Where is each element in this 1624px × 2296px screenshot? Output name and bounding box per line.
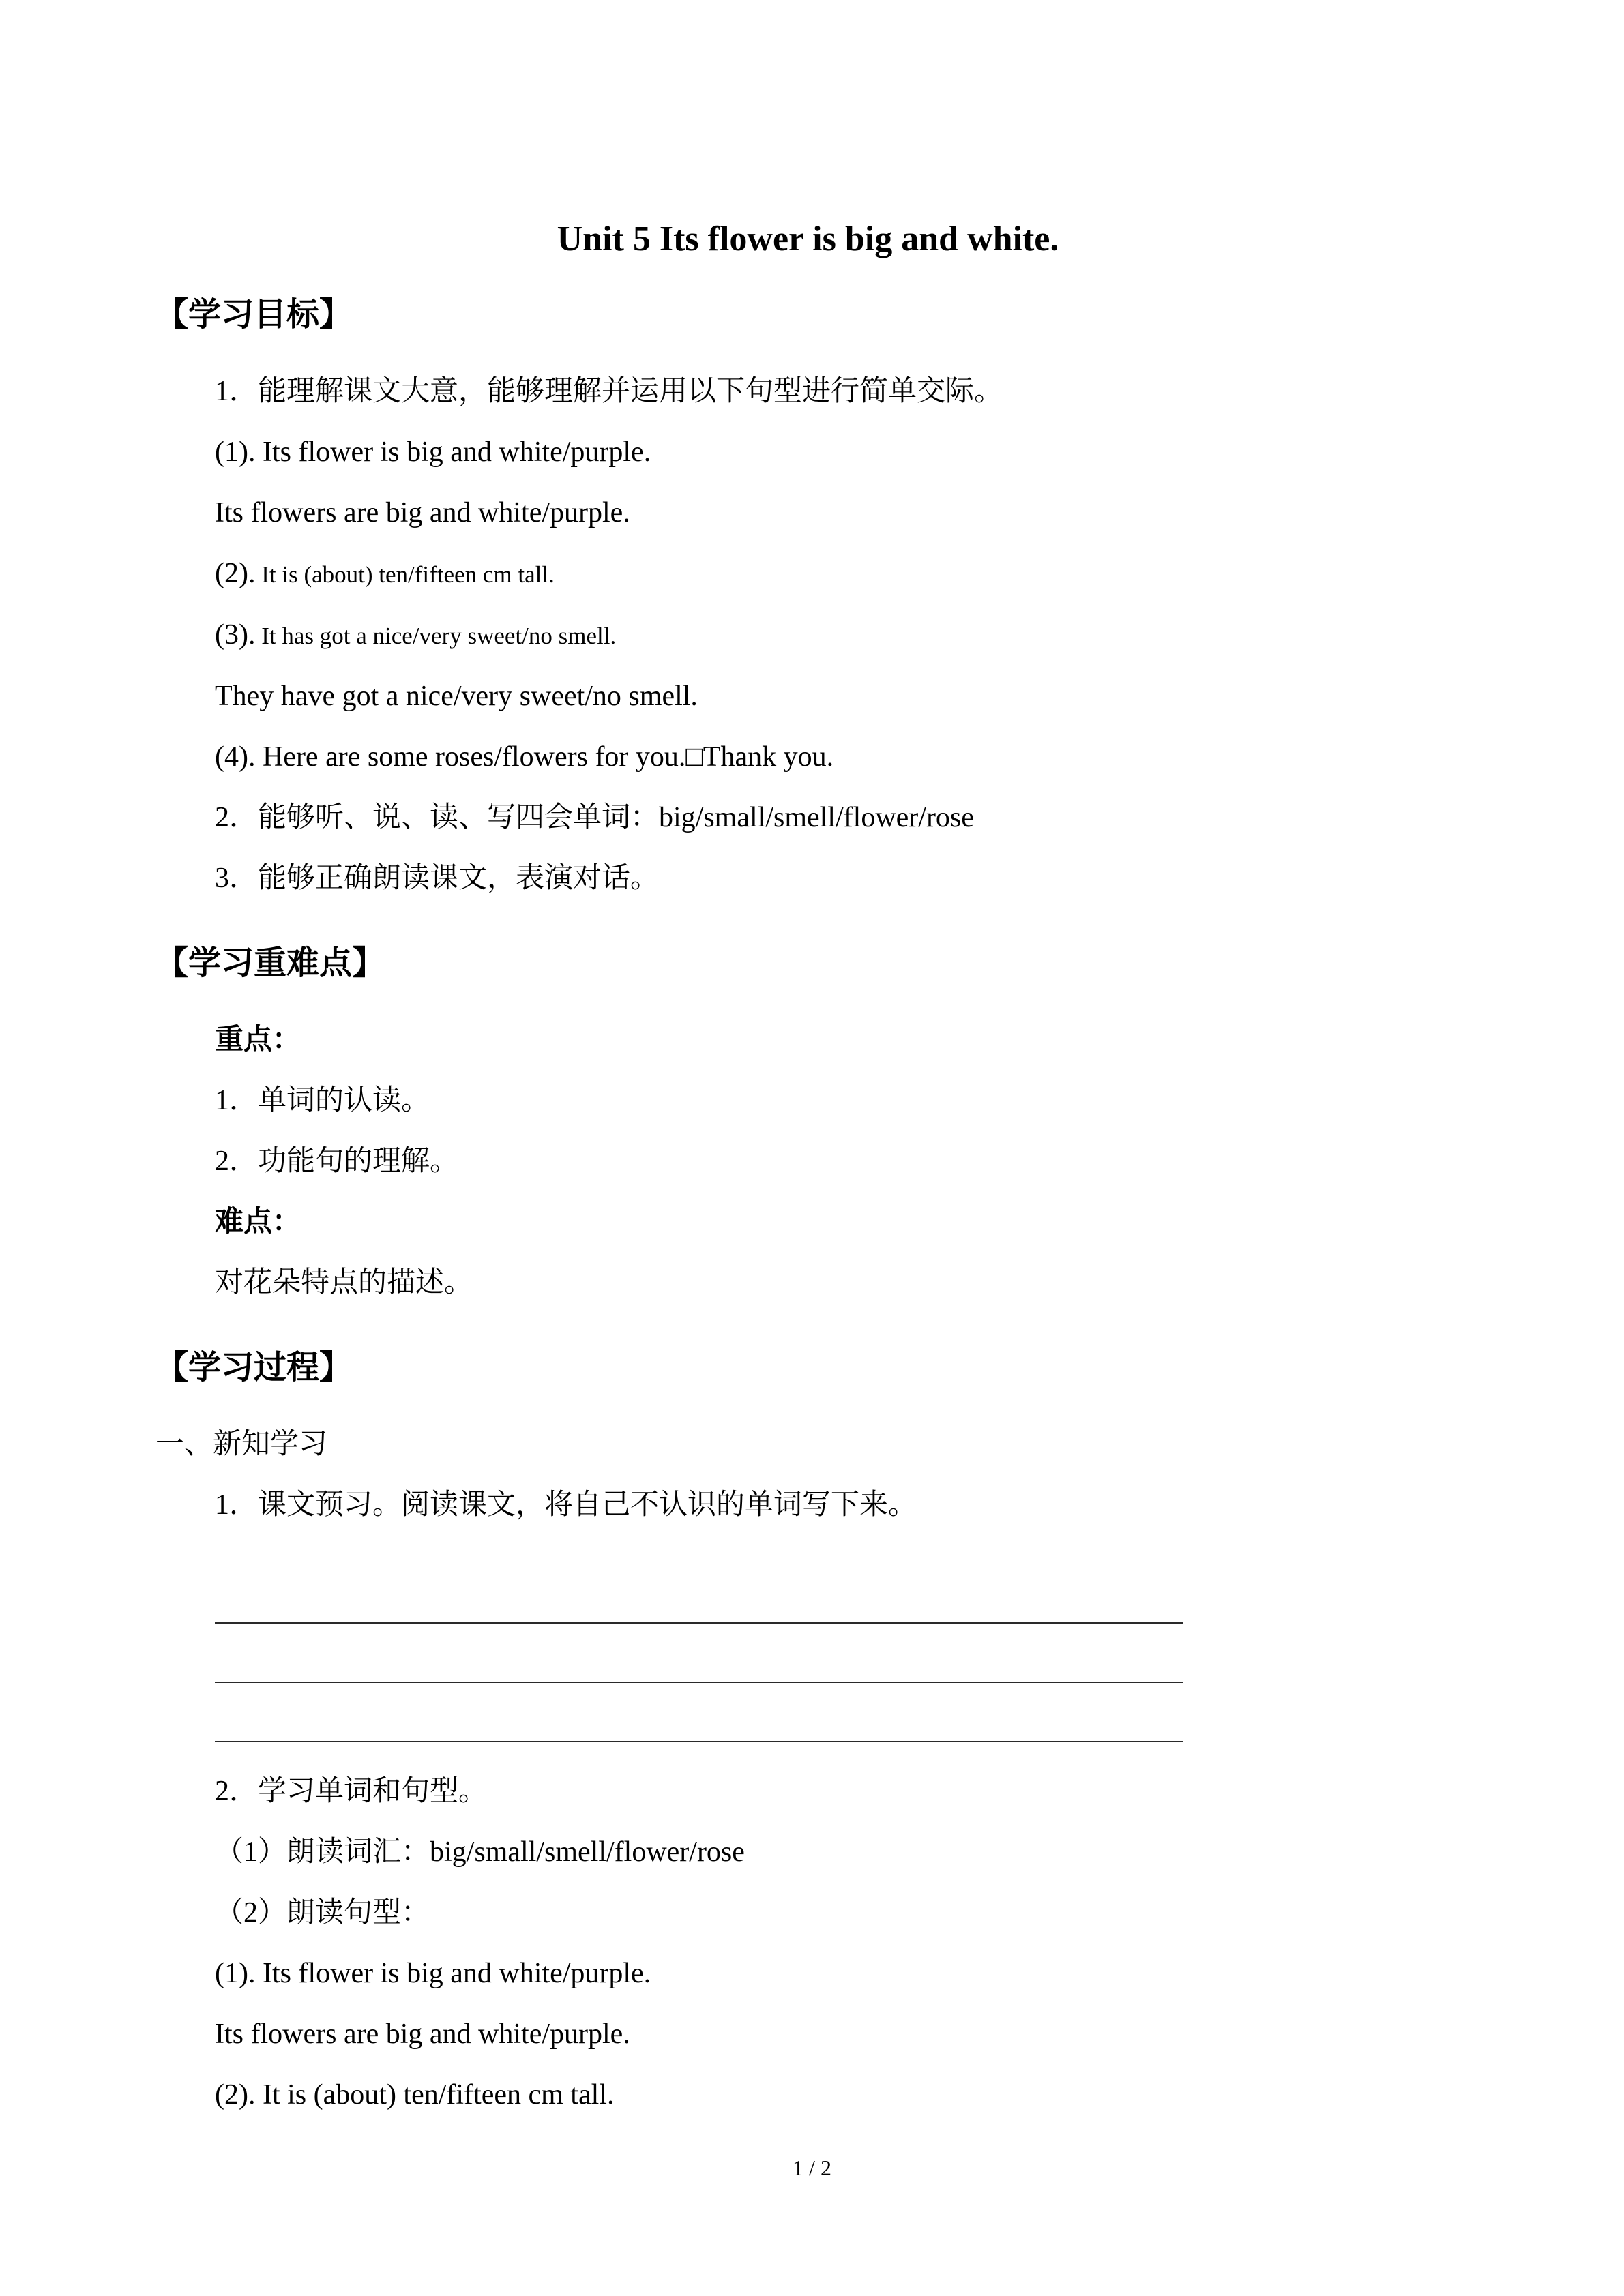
objective-sentence-1a: (1). Its flower is big and white/purple. <box>215 436 651 468</box>
process-pattern-1: (1). Its flower is big and white/purple. <box>215 1958 651 1989</box>
page-title: Unit 5 Its flower is big and white. <box>557 220 1059 258</box>
focus-label: 重点： <box>215 1024 301 1056</box>
objective-item-1: 1．能理解课文大意，能够理解并运用以下句型进行简单交际。 <box>215 376 1003 407</box>
process-part-1: 一、新知学习 <box>156 1429 328 1460</box>
objective-sentence-3b: They have got a nice/very sweet/no smell. <box>215 681 698 712</box>
process-step-1: 1．课文预习。阅读课文，将自己不认识的单词写下来。 <box>215 1489 917 1521</box>
writing-line <box>215 1683 1183 1742</box>
objective-sentence-4: (4). Here are some roses/flowers for you.□Thank you. <box>215 741 834 773</box>
process-pattern-3: (2). It is (about) ten/fifteen cm tall. <box>215 2079 615 2111</box>
section-header-objectives: 【学习目标】 <box>156 297 353 333</box>
writing-line <box>215 1624 1183 1683</box>
objective-sentence-3 <box>215 605 1460 666</box>
process-pattern-2: Its flowers are big and white/purple. <box>215 2018 630 2050</box>
difficulty-label: 难点： <box>215 1206 301 1238</box>
focus-item-2: 2．功能句的理解。 <box>215 1146 459 1177</box>
process-step-2-2: （2）朗读句型： <box>215 1897 430 1928</box>
objective-item-3: 3．能够正确朗读课文，表演对话。 <box>215 863 660 894</box>
section-keypoints <box>156 944 1460 1313</box>
objective-sentence-1b: Its flowers are big and white/purple. <box>215 497 630 528</box>
focus-item-1: 1．单词的认读。 <box>215 1085 430 1116</box>
objective-sentence-3-text: It has got a nice/very sweet/no smell. <box>255 623 617 649</box>
difficulty-item-1: 对花朵特点的描述。 <box>215 1267 473 1298</box>
writing-line <box>215 1564 1183 1624</box>
process-step-2-1: （1）朗读词汇：big/small/smell/flower/rose <box>215 1836 745 1868</box>
objective-item-2: 2．能够听、说、读、写四会单词：big/small/smell/flower/rose <box>215 802 974 833</box>
objective-sentence-2-number: (2). <box>215 558 256 589</box>
objective-sentence-2-text: It is (about) ten/fifteen cm tall. <box>255 561 555 588</box>
section-header-process: 【学习过程】 <box>156 1350 353 1386</box>
section-process <box>156 1349 1460 2126</box>
objective-sentence-3-number: (3). <box>215 619 256 651</box>
page-number: 1 / 2 <box>793 2156 831 2180</box>
objective-sentence-2 <box>215 543 1460 605</box>
section-header-keypoints: 【学习重难点】 <box>156 945 385 981</box>
section-objectives <box>156 296 1460 909</box>
process-step-2: 2．学习单词和句型。 <box>215 1776 488 1807</box>
writing-lines-block <box>215 1564 1460 1742</box>
